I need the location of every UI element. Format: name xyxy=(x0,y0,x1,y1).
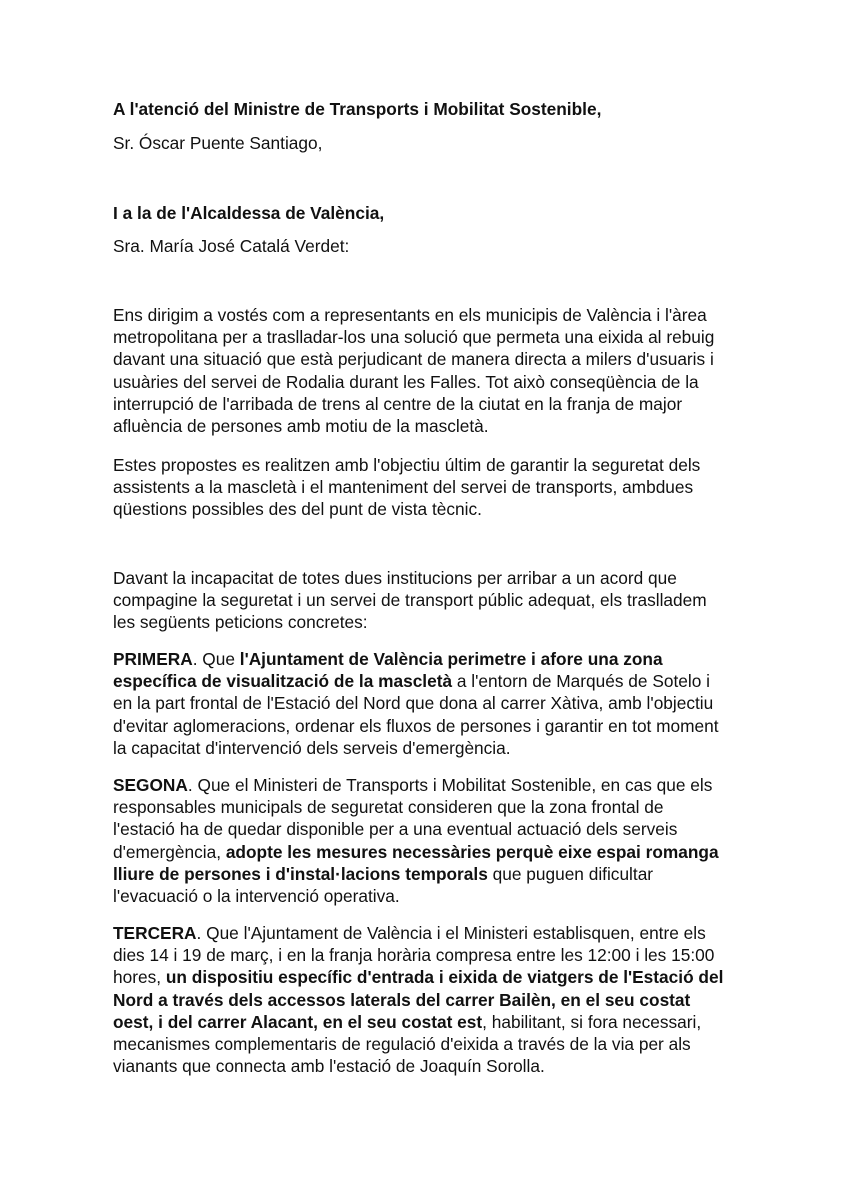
petition-first xyxy=(113,648,719,759)
petition-third xyxy=(113,922,723,1077)
petition-line: dies 14 i 19 de març, i en la franja horària compresa entre les 12:00 i les 15:00 xyxy=(113,945,715,966)
context-line: compagine la seguretat i un servei de transport públic adequat, els traslladem xyxy=(113,590,707,611)
purpose-line: Estes propostes es realitzen amb l'objectiu últim de garantir la seguretat dels xyxy=(113,455,701,475)
context-paragraph xyxy=(113,567,707,634)
purpose-line: qüestions possibles des del punt de vista tècnic. xyxy=(113,499,482,520)
petition-text: . Que l'Ajuntament de València i el Ministeri establisquen, entre els xyxy=(196,923,706,943)
intro-paragraph xyxy=(113,304,714,437)
context-line: Davant la incapacitat de totes dues institucions per arribar a un acord que xyxy=(113,568,677,588)
petition-text: d'emergència, xyxy=(113,841,226,862)
petition-text: que puguen dificultar xyxy=(487,863,654,884)
addressee-mayor: I a la de l'Alcaldessa de València, xyxy=(113,203,385,223)
intro-line: interrupció de l'arribada de trens al centre de la ciutat en la franja de major xyxy=(113,393,683,414)
petition-label: PRIMERA xyxy=(113,649,193,669)
petition-line xyxy=(113,922,723,944)
petition-line xyxy=(113,1011,723,1033)
petition-emphasis: l'Ajuntament de València perimetre i afore una zona xyxy=(239,649,663,669)
petition-emphasis: específica de visualització de la mascletà xyxy=(113,671,453,692)
petition-label: TERCERA xyxy=(113,923,197,943)
petition-line: l'evacuació o la intervenció operativa. xyxy=(113,886,400,907)
petition-line: responsables municipals de seguretat consideren que la zona frontal de xyxy=(113,797,664,818)
mayor-name: Sra. María José Catalá Verdet: xyxy=(113,236,350,256)
petition-label: SEGONA xyxy=(113,775,188,795)
petition-line: en la part frontal de l'Estació del Nord que dona al carrer Xàtiva, amb l'objectiu xyxy=(113,693,714,714)
petition-line: l'estació ha de quedar disponible per a una eventual actuació dels serveis xyxy=(113,819,678,840)
addressee-minister: A l'atenció del Ministre de Transports i Mobilitat Sostenible, xyxy=(113,99,602,119)
context-line: les següents peticions concretes: xyxy=(113,612,368,633)
petition-line xyxy=(113,966,723,988)
petition-emphasis: adopte les mesures necessàries perquè eixe espai romanga xyxy=(225,841,719,862)
purpose-paragraph xyxy=(113,454,700,521)
petition-text: . Que xyxy=(192,649,240,669)
petition-text: , habilitant, si fora necessari, xyxy=(482,1011,702,1032)
petition-line xyxy=(113,774,719,796)
intro-line: metropolitana per a traslladar-los una solució que permeta una eixida al rebuig xyxy=(113,327,715,348)
petition-emphasis: un dispositiu específic d'entrada i eixida de viatgers de l'Estació del xyxy=(165,967,724,988)
petition-second xyxy=(113,774,719,907)
intro-line: usuàries del servei de Rodalia durant les Falles. Tot això conseqüència de la xyxy=(113,371,699,392)
petition-line xyxy=(113,841,719,863)
petition-line: vianants que connecta amb l'estació de Joaquín Sorolla. xyxy=(113,1056,545,1077)
petition-line: mecanismes complementaris de regulació d'eixida a través de la via per als xyxy=(113,1034,691,1055)
petition-line xyxy=(113,670,719,692)
petition-emphasis: lliure de persones i d'instal·lacions temporals xyxy=(113,863,488,884)
petition-line: d'evitar aglomeracions, ordenar els fluxos de persones i garantir en tot moment xyxy=(113,715,719,736)
petition-line xyxy=(113,648,719,670)
petition-text: a l'entorn de Marqués de Sotelo i xyxy=(452,671,710,692)
minister-name: Sr. Óscar Puente Santiago, xyxy=(113,133,323,153)
petition-emphasis: oest, i del carrer Alacant, en el seu costat est xyxy=(113,1011,483,1032)
petition-line: la capacitat d'intervenció dels serveis d'emergència. xyxy=(113,737,511,758)
intro-line: davant una situació que està perjudicant de manera directa a milers d'usuaris i xyxy=(113,349,714,370)
petition-text: hores, xyxy=(113,967,166,988)
intro-line: afluència de persones amb motiu de la mascletà. xyxy=(113,416,489,437)
purpose-line: assistents a la mascletà i el manteniment del servei de transports, ambdues xyxy=(113,477,694,498)
intro-line: Ens dirigim a vostés com a representants en els municipis de València i l'àrea xyxy=(113,305,707,325)
petition-line: Nord a través dels accessos laterals del carrer Bailèn, en el seu costat xyxy=(113,989,691,1010)
petition-line xyxy=(113,863,719,885)
petition-text: . Que el Ministeri de Transports i Mobilitat Sostenible, en cas que els xyxy=(187,775,713,795)
